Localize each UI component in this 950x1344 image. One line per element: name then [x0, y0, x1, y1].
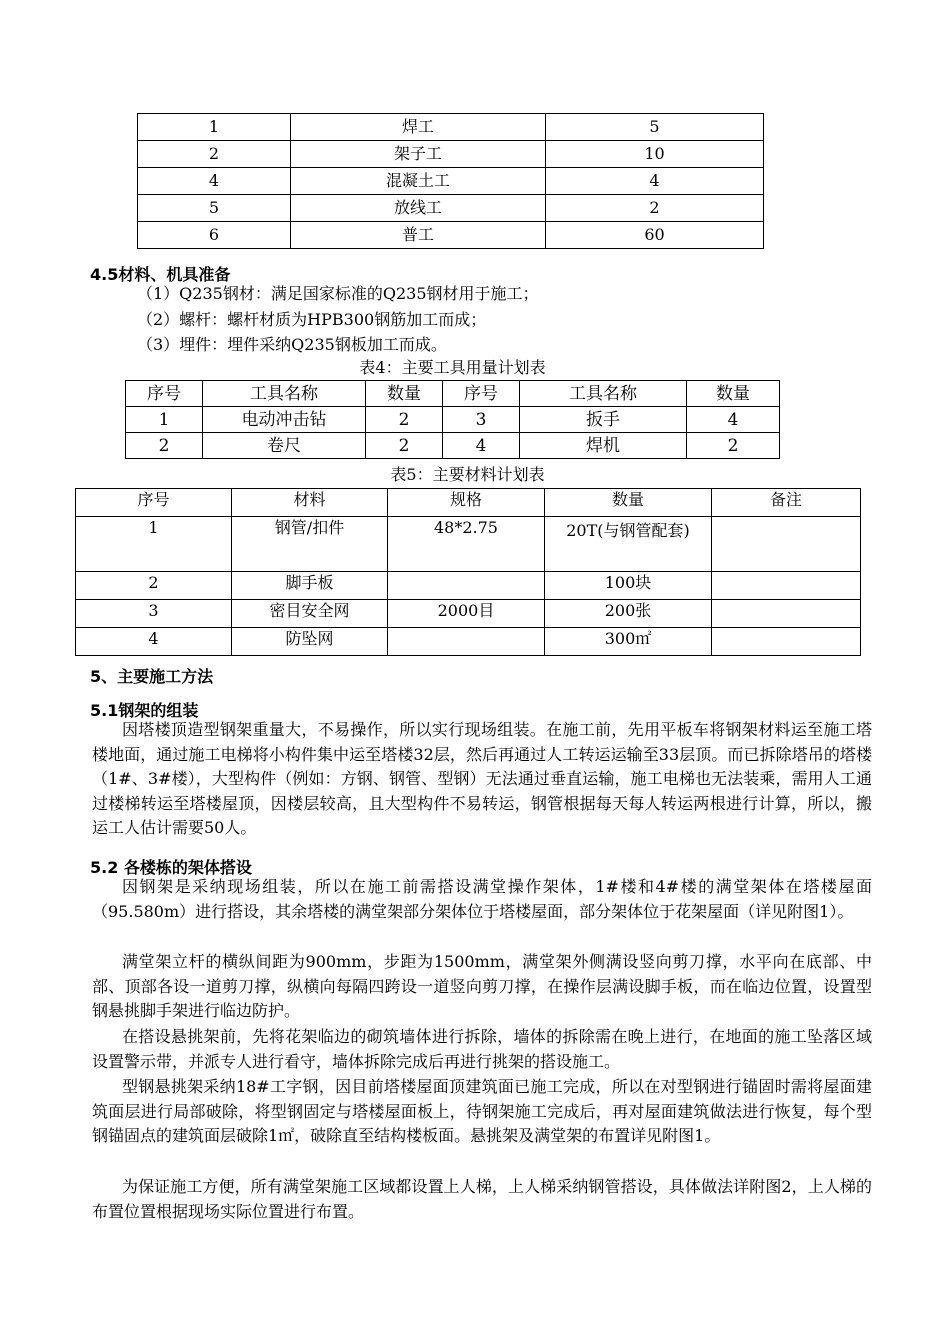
table-cell: 2: [76, 572, 232, 600]
table-header-cell: 数量: [687, 381, 780, 407]
table-cell: [712, 517, 861, 572]
table-row: [76, 600, 861, 628]
table-cell: 焊工: [291, 114, 546, 141]
table-header-row: [76, 489, 861, 517]
table-row: [138, 168, 764, 195]
section-5-1-paragraph: 因塔楼顶造型钢架重量大，不易操作，所以实行现场组装。在施工前，先用平板车将钢架材料运至施工塔楼地面，通过施工电梯将小构件集中运至塔楼32层，然后再通过人工转运运输至33层顶。而已拆除塔吊的塔楼（1#、3#楼），大型构件（例如：方钢、钢管、型钢）无法通过垂直运输，施工电梯也无法装乘，需用人工通过楼梯转运至塔楼屋顶，因楼层较高，且大型构件不易转运，钢管根据每天每人转运两根进行计算，所以，搬运工人估计需要50人。: [92, 720, 872, 837]
table-header-cell: 序号: [76, 489, 232, 517]
table-cell: 2: [126, 433, 203, 459]
table-cell: 6: [138, 222, 291, 249]
material-item: （1）Q235钢材：满足国家标准的Q235钢材用于施工；: [137, 284, 539, 303]
table-header-cell: 材料: [232, 489, 388, 517]
table-header-cell: 数量: [366, 381, 443, 407]
table-cell: 脚手板: [232, 572, 388, 600]
table-cell: 密目安全网: [232, 600, 388, 628]
materials-table: [75, 488, 861, 656]
section-5-2-heading: 5.2 各楼栋的架体搭设: [90, 858, 252, 877]
table-cell: 60: [546, 222, 764, 249]
table-cell: 4: [546, 168, 764, 195]
table-cell: 4: [138, 168, 291, 195]
table-cell: 4: [443, 433, 520, 459]
table-header-cell: 序号: [443, 381, 520, 407]
table-cell: 48*2.75: [388, 517, 545, 572]
table-cell: 2: [687, 433, 780, 459]
table-cell: 2000目: [388, 600, 545, 628]
table-cell: 5: [138, 195, 291, 222]
table-header-cell: 数量: [545, 489, 712, 517]
material-item: （2）螺杆：螺杆材质为HPB300钢筋加工而成；: [137, 310, 487, 329]
labor-table: [137, 113, 764, 249]
table-cell: 200张: [545, 600, 712, 628]
section-5-2-paragraph: 为保证施工方便，所有满堂架施工区域都设置上人梯，上人梯采纳钢管搭设，具体做法详附图2，上人梯的布置位置根据现场实际位置进行布置。: [92, 1177, 872, 1221]
table-cell: 放线工: [291, 195, 546, 222]
table-cell: [388, 628, 545, 656]
table-cell: 4: [76, 628, 232, 656]
section-5-2-paragraph: 型钢悬挑架采纳18#工字钢，因目前塔楼屋面顶建筑面已施工完成，所以在对型钢进行锚固时需将屋面建筑面层进行局部破除，将型钢固定与塔楼屋面板上，待钢架施工完成后，再对屋面建筑做法进行恢复，每个型钢锚固点的建筑面层破除1㎡，破除直至结构楼板面。悬挑架及满堂架的布置详见附图1。: [92, 1077, 872, 1145]
table-cell: 2: [366, 433, 443, 459]
table-cell: 20T(与钢管配套): [545, 517, 712, 572]
table-row: [138, 114, 764, 141]
table-cell: 钢管/扣件: [232, 517, 388, 572]
section-5-1-heading: 5.1钢架的组装: [90, 701, 199, 720]
section-5-2-paragraph: 在搭设悬挑架前，先将花架临边的砌筑墙体进行拆除，墙体的拆除需在晚上进行，在地面的施工坠落区域设置警示带，并派专人进行看守，墙体拆除完成后再进行挑架的搭设施工。: [92, 1027, 872, 1071]
table-cell: 10: [546, 141, 764, 168]
table-cell: 扳手: [520, 407, 687, 433]
table-cell: 普工: [291, 222, 546, 249]
section-4-5-heading: 4.5材料、机具准备: [90, 265, 231, 284]
table-header-cell: 规格: [388, 489, 545, 517]
table-row: [76, 517, 861, 572]
table-row: [76, 572, 861, 600]
material-item: （3）埋件：埋件采纳Q235钢板加工而成。: [137, 335, 447, 354]
table-row: [138, 222, 764, 249]
table-row: [126, 433, 780, 459]
table-header-cell: 工具名称: [203, 381, 366, 407]
table-header-row: [126, 381, 780, 407]
table-cell: 3: [443, 407, 520, 433]
section-5-2-paragraph: 满堂架立杆的横纵间距为900mm，步距为1500mm，满堂架外侧满设竖向剪刀撑，水平向在底部、中部、顶部各设一道剪刀撑，纵横向每隔四跨设一道竖向剪刀撑，在操作层满设脚手板，而在临边位置，设置型钢悬挑脚手架进行临边防护。: [92, 952, 872, 1020]
table-cell: 300㎡: [545, 628, 712, 656]
table-cell: 3: [76, 600, 232, 628]
table-row: [138, 195, 764, 222]
table-cell: 防坠网: [232, 628, 388, 656]
table-cell: 焊机: [520, 433, 687, 459]
table-cell: 2: [366, 407, 443, 433]
tools-table: [125, 380, 780, 459]
table-cell: 混凝土工: [291, 168, 546, 195]
table-cell: 1: [138, 114, 291, 141]
table-cell: 1: [126, 407, 203, 433]
table-row: [76, 628, 861, 656]
table-cell: [712, 572, 861, 600]
table-row: [126, 407, 780, 433]
table-cell: 电动冲击钻: [203, 407, 366, 433]
table-header-cell: 工具名称: [520, 381, 687, 407]
section-5-heading: 5、主要施工方法: [90, 667, 214, 686]
table-cell: [388, 572, 545, 600]
table-header-cell: 备注: [712, 489, 861, 517]
table-cell: 5: [546, 114, 764, 141]
table-cell: 2: [138, 141, 291, 168]
section-5-2-paragraph: 因钢架是采纳现场组装，所以在施工前需搭设满堂操作架体，1#楼和4#楼的满堂架体在塔楼屋面（95.580m）进行搭设，其余塔楼的满堂架部分架体位于塔楼屋面，部分架体位于花架屋面（详见附图1）。: [92, 877, 872, 921]
table-cell: 1: [76, 517, 232, 572]
table-cell: [712, 600, 861, 628]
table-header-cell: 序号: [126, 381, 203, 407]
table-cell: 4: [687, 407, 780, 433]
table-cell: 卷尺: [203, 433, 366, 459]
table-cell: 100块: [545, 572, 712, 600]
table4-caption: 表4：主要工具用量计划表: [359, 358, 546, 377]
table5-caption: 表5：主要材料计划表: [390, 465, 545, 484]
table-cell: 2: [546, 195, 764, 222]
table-cell: 架子工: [291, 141, 546, 168]
table-cell: [712, 628, 861, 656]
table-row: [138, 141, 764, 168]
